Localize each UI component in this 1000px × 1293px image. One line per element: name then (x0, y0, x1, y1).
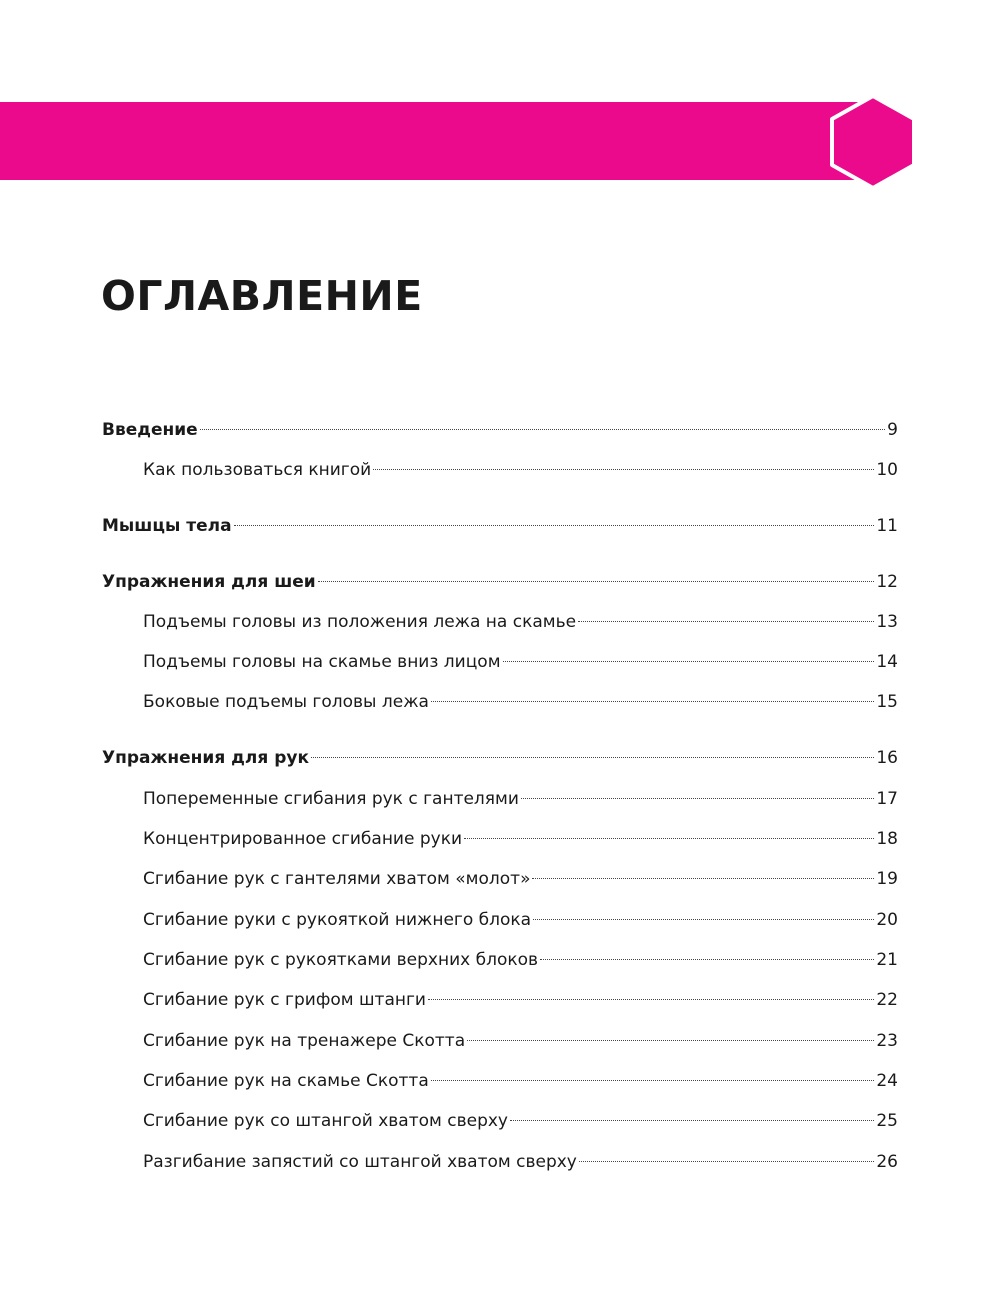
toc-entry-label: Сгибание рук с рукоятками верхних блоков (143, 950, 539, 970)
toc-entry-label: Концентрированное сгибание руки (143, 829, 463, 849)
toc-entry-page: 17 (876, 789, 898, 809)
toc-entry-label: Сгибание рук со штангой хватом сверху (143, 1111, 508, 1131)
toc-entry-label: Сгибание рук на тренажере Скотта (143, 1031, 466, 1051)
toc-entry-label: Сгибание руки с рукояткой нижнего блока (143, 910, 532, 930)
toc-entry-page: 18 (876, 829, 898, 849)
toc-entry[interactable] (143, 787, 898, 811)
toc-entry[interactable] (102, 746, 898, 770)
toc-entry-page: 12 (876, 572, 898, 592)
dot-leader (318, 581, 875, 582)
dot-leader (464, 838, 874, 839)
toc-entry[interactable] (143, 1029, 898, 1053)
dot-leader (579, 1161, 875, 1162)
toc-entry-page: 19 (876, 869, 898, 889)
toc-entry-label: Введение (102, 420, 198, 440)
dot-leader (428, 999, 874, 1000)
toc-entry-label: Мышцы тела (102, 516, 232, 536)
dot-leader (503, 661, 875, 662)
dot-leader (521, 798, 874, 799)
toc-entry-label: Как пользоваться книгой (143, 460, 372, 480)
toc-entry-page: 16 (876, 748, 898, 768)
dot-leader (373, 469, 874, 470)
toc-entry[interactable] (143, 458, 898, 482)
dot-leader (311, 757, 874, 758)
toc-entry[interactable] (143, 690, 898, 714)
toc-entry-page: 11 (876, 516, 898, 536)
toc-entry-label: Подъемы головы на скамье вниз лицом (143, 652, 501, 672)
toc-entry-page: 10 (876, 460, 898, 480)
dot-leader (467, 1040, 874, 1041)
toc-entry-page: 26 (876, 1152, 898, 1172)
toc-entry[interactable] (143, 650, 898, 674)
toc-entry[interactable] (143, 988, 898, 1012)
toc-entry-page: 20 (876, 910, 898, 930)
toc-entry-page: 21 (876, 950, 898, 970)
toc-entry[interactable] (143, 1069, 898, 1093)
toc-entry[interactable] (143, 867, 898, 891)
toc-entry[interactable] (102, 514, 898, 538)
toc-entry-page: 9 (887, 420, 898, 440)
toc-entry[interactable] (143, 610, 898, 634)
toc-entry-label: Упражнения для шеи (102, 572, 316, 592)
toc-entry-label: Подъемы головы из положения лежа на скамье (143, 612, 577, 632)
toc-entry[interactable] (143, 948, 898, 972)
dot-leader (533, 919, 874, 920)
toc-entry-label: Попеременные сгибания рук с гантелями (143, 789, 519, 809)
dot-leader (431, 1080, 875, 1081)
toc-entry-label: Сгибание рук с грифом штанги (143, 990, 426, 1010)
toc-entry[interactable] (102, 570, 898, 594)
toc-entry-label: Боковые подъемы головы лежа (143, 692, 429, 712)
toc-entry-page: 15 (876, 692, 898, 712)
toc-entry[interactable] (143, 908, 898, 932)
toc-entry-page: 24 (876, 1071, 898, 1091)
page-title: ОГЛАВЛЕНИЕ (101, 272, 423, 320)
toc-entry[interactable] (143, 1109, 898, 1133)
dot-leader (578, 621, 874, 622)
toc-entry-page: 14 (876, 652, 898, 672)
dot-leader (532, 878, 874, 879)
dot-leader (510, 1120, 874, 1121)
toc-entry-label: Сгибание рук с гантелями хватом «молот» (143, 869, 531, 889)
toc-entry-page: 23 (876, 1031, 898, 1051)
toc-entry[interactable] (102, 418, 898, 442)
toc-entry-label: Упражнения для рук (102, 748, 309, 768)
toc-entry-page: 25 (876, 1111, 898, 1131)
toc-entry-label: Сгибание рук на скамье Скотта (143, 1071, 429, 1091)
toc-entry-page: 22 (876, 990, 898, 1010)
dot-leader (431, 701, 874, 702)
toc-entry-page: 13 (876, 612, 898, 632)
toc-entry[interactable] (143, 1150, 898, 1174)
dot-leader (234, 525, 875, 526)
toc-entry[interactable] (143, 827, 898, 851)
dot-leader (540, 959, 874, 960)
dot-leader (200, 429, 885, 430)
toc-entry-label: Разгибание запястий со штангой хватом сверху (143, 1152, 577, 1172)
